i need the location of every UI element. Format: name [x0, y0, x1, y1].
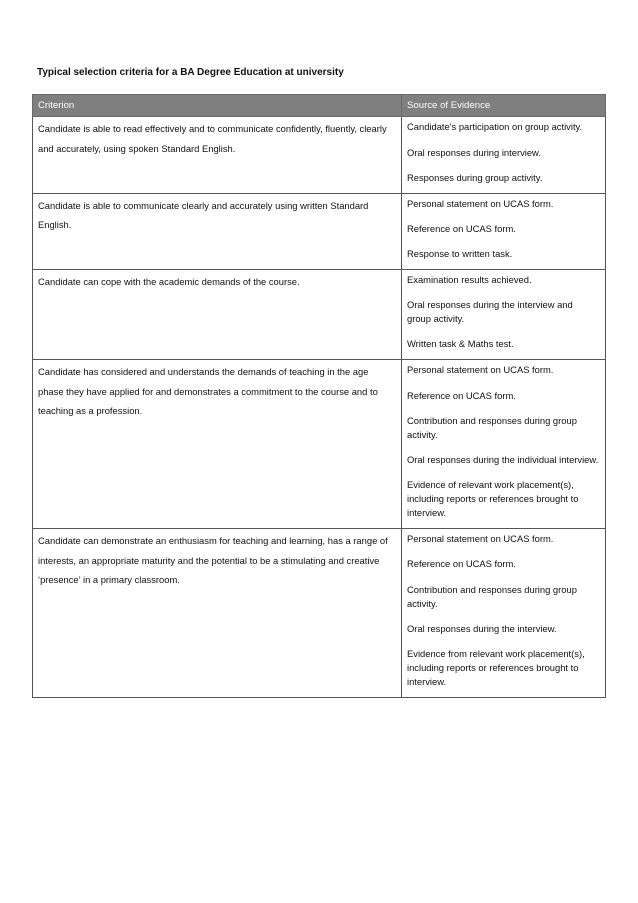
column-header-source-of-evidence: Source of Evidence [402, 95, 606, 117]
criterion-cell: Candidate can demonstrate an enthusiasm for teaching and learning, has a range of interests, an appropriate maturity and the potential to be a stimulating and creative ‘presence’ in a primary classroom. [33, 529, 402, 698]
evidence-item: Response to written task. [407, 247, 513, 259]
evidence-item: Oral responses during interview. [407, 146, 541, 158]
criterion-cell: Candidate can cope with the academic demands of the course. [33, 270, 402, 360]
evidence-item: Responses during group activity. [407, 171, 543, 183]
table-header-row [33, 95, 606, 117]
criterion-cell: Candidate is able to communicate clearly and accurately using written Standard English. [33, 193, 402, 269]
evidence-item: Reference on UCAS form. [407, 558, 516, 570]
criterion-cell: Candidate has considered and understands the demands of teaching in the age phase they have applied for and demonstrates a commitment to the course and to teaching as a profession. [33, 360, 402, 529]
table-row [33, 270, 606, 360]
evidence-item: Examination results achieved. [407, 274, 532, 286]
table-row [33, 529, 606, 698]
evidence-item: Evidence of relevant work placement(s), including reports or references brought to interview. [407, 479, 579, 519]
selection-criteria-table [32, 94, 606, 698]
evidence-item: Personal statement on UCAS form. [407, 533, 554, 545]
evidence-item: Evidence from relevant work placement(s), including reports or references brought to interview. [407, 647, 585, 688]
evidence-item: Written task & Maths test. [407, 338, 514, 350]
evidence-item: Contribution and responses during group activity. [407, 414, 577, 440]
evidence-cell [402, 360, 606, 529]
table-row [33, 117, 606, 193]
column-header-criterion: Criterion [33, 95, 402, 117]
evidence-item: Candidate's participation on group activity. [407, 121, 583, 133]
document-title: Typical selection criteria for a BA Degree Education at university [37, 67, 344, 78]
evidence-cell [402, 270, 606, 360]
table-row [33, 360, 606, 529]
evidence-item: Personal statement on UCAS form. [407, 364, 554, 376]
evidence-item: Reference on UCAS form. [407, 389, 516, 401]
table-row [33, 193, 606, 269]
evidence-item: Personal statement on UCAS form. [407, 197, 554, 209]
evidence-cell [402, 193, 606, 269]
evidence-item: Oral responses during the interview. [407, 622, 557, 634]
evidence-item: Contribution and responses during group activity. [407, 583, 577, 609]
criterion-cell: Candidate is able to read effectively and to communicate confidently, fluently, clearly and accurately, using spoken Standard English. [33, 117, 402, 193]
evidence-item: Oral responses during the individual interview. [407, 453, 599, 465]
evidence-cell [402, 117, 606, 193]
evidence-item: Oral responses during the interview and group activity. [407, 299, 573, 325]
evidence-cell [402, 529, 606, 698]
evidence-item: Reference on UCAS form. [407, 222, 516, 234]
